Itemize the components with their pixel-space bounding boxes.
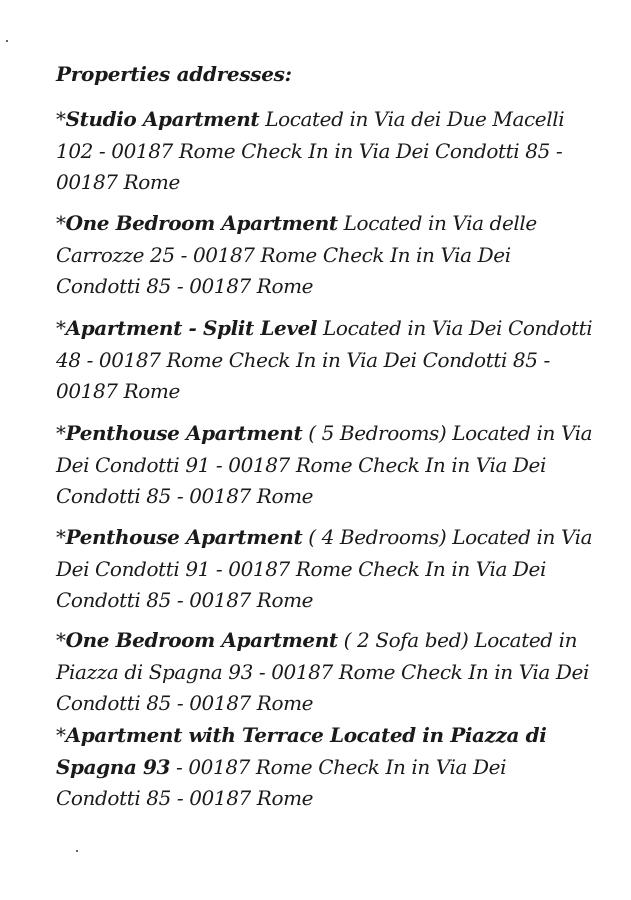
property-name: Penthouse Apartment [65,421,303,445]
property-address: - 00187 Rome Check In in Via Dei Condotti 85 - 00187 Rome [56,754,507,810]
property-entry-penthouse-4 [56,522,596,617]
property-address: Located in Via dei Due Macelli 102 - 00187 Rome Check In in Via Dei Condotti 85 - 00187 Rome [56,107,565,194]
property-address: Located in Via delle Carrozze 25 - 00187 Rome Check In in Via Dei Condotti 85 - 00187 Rome [56,211,537,298]
property-address: ( 5 Bedrooms) Located in Via Dei Condotti 91 - 00187 Rome Check In in Via Dei Condotti 85 - 00187 Rome [56,421,593,508]
bullet-marker: * [56,211,66,235]
property-name: Apartment with Terrace Located in Piazza di Spagna 93 [56,723,547,779]
property-name: Apartment - Split Level [65,316,318,340]
page-heading: Properties addresses: [56,62,292,86]
property-address: Located in Via Dei Condotti 48 - 00187 Rome Check In in Via Dei Condotti 85 - 00187 Rome [56,316,593,403]
property-address: ( 4 Bedrooms) Located in Via Dei Condotti 91 - 00187 Rome Check In in Via Dei Condotti 85 - 00187 Rome [56,525,593,612]
property-entry-studio [56,104,596,199]
property-name: Penthouse Apartment [65,525,303,549]
bullet-marker: * [56,421,66,445]
property-entry-terrace [56,720,596,815]
property-name: One Bedroom Apartment [65,211,338,235]
property-entry-split-level [56,313,596,408]
property-entry-penthouse-5 [56,418,596,513]
bullet-marker: * [56,525,66,549]
bullet-marker: * [56,316,66,340]
bullet-marker: * [56,723,66,747]
scan-speck [6,40,8,42]
property-name: One Bedroom Apartment [65,628,338,652]
bullet-marker: * [56,628,66,652]
bullet-marker: * [56,107,66,131]
property-name: Studio Apartment [65,107,260,131]
property-address: ( 2 Sofa bed) Located in Piazza di Spagna 93 - 00187 Rome Check In in Via Dei Condotti 85 - 00187 Rome [56,628,589,715]
scan-speck [76,850,78,852]
property-entry-one-bedroom [56,208,596,303]
property-entry-one-bedroom-sofa [56,625,596,720]
